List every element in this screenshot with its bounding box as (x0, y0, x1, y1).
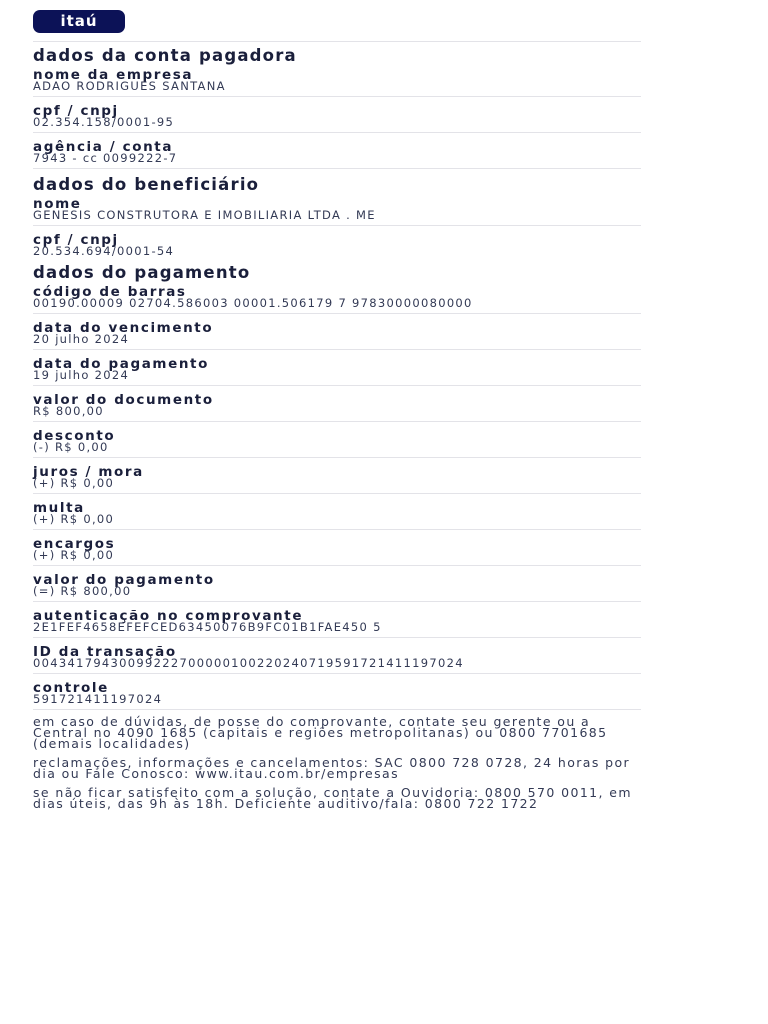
field-label: cpf / cnpj (33, 232, 119, 248)
field-payer-doc (33, 103, 641, 133)
field-value: 20 julho 2024 (33, 332, 130, 346)
field-label: multa (33, 500, 85, 516)
field-value: (+) R$ 0,00 (33, 548, 115, 562)
field-value: 2E1FEF4658EFEFCED63450076B9FC01B1FAE450 5 (33, 620, 382, 634)
receipt (33, 10, 641, 817)
field-label: encargos (33, 536, 116, 552)
field-account (33, 139, 641, 169)
field-label: agência / conta (33, 139, 174, 155)
field-label: data do vencimento (33, 320, 214, 336)
field-due-date (33, 320, 641, 350)
field-value: 19 julho 2024 (33, 368, 130, 382)
field-label: valor do pagamento (33, 572, 215, 588)
field-label: código de barras (33, 284, 187, 300)
note-ombudsman: se não ficar satisfeito com a solução, contate a Ouvidoria: 0800 570 0011, em dias úteis, das 9h às 18h. Deficiente auditivo/fala: 0800 722 1722 (33, 785, 632, 811)
field-value: R$ 800,00 (33, 404, 104, 418)
field-value: (-) R$ 0,00 (33, 440, 109, 454)
field-value: (+) R$ 0,00 (33, 512, 115, 526)
section-title-payer: dados da conta pagadora (33, 46, 297, 65)
itau-logo: itaú (33, 10, 125, 33)
field-authentication (33, 608, 641, 638)
field-value: 20.534.694/0001-54 (33, 244, 175, 258)
field-fine (33, 500, 641, 530)
field-beneficiary-name (33, 196, 641, 226)
field-value: 591721411197024 (33, 692, 163, 706)
field-value: 02.354.158/0001-95 (33, 115, 175, 129)
field-discount (33, 428, 641, 458)
footer-notes (33, 716, 641, 809)
field-charges (33, 536, 641, 566)
field-value: (=) R$ 800,00 (33, 584, 132, 598)
divider (33, 33, 641, 42)
field-value: 00190.00009 02704.586003 00001.506179 7 97830000080000 (33, 296, 473, 310)
field-barcode (33, 284, 641, 314)
field-payment-total (33, 572, 641, 602)
field-value: GENESIS CONSTRUTORA E IMOBILIARIA LTDA . ME (33, 208, 376, 222)
field-label: ID da transação (33, 644, 177, 660)
field-value: ADAO RODRIGUES SANTANA (33, 79, 226, 93)
field-document-value (33, 392, 641, 422)
field-label: desconto (33, 428, 116, 444)
field-label: nome (33, 196, 82, 212)
field-label: valor do documento (33, 392, 214, 408)
field-label: juros / mora (33, 464, 144, 480)
field-label: cpf / cnpj (33, 103, 119, 119)
field-value: 7943 - cc 0099222-7 (33, 151, 178, 165)
field-company (33, 67, 641, 97)
field-label: controle (33, 680, 109, 696)
field-value: 00434179430099222700000100220240719591721411197024 (33, 656, 464, 670)
field-label: autenticação no comprovante (33, 608, 304, 624)
field-value: (+) R$ 0,00 (33, 476, 115, 490)
note-support: em caso de dúvidas, de posse do comprovante, contate seu gerente ou a Central no 4090 1685 (capitais e regiões metropolitanas) ou 0800 7701685 (demais localidades) (33, 714, 608, 751)
section-title-beneficiary: dados do beneficiário (33, 175, 260, 194)
field-control (33, 680, 641, 710)
section-title-payment: dados do pagamento (33, 263, 251, 282)
field-payment-date (33, 356, 641, 386)
field-label: data do pagamento (33, 356, 209, 372)
field-interest (33, 464, 641, 494)
note-sac: reclamações, informações e cancelamentos: SAC 0800 728 0728, 24 horas por dia ou Fale Conosco: www.itau.com.br/empresas (33, 755, 631, 781)
field-transaction-id (33, 644, 641, 674)
field-label: nome da empresa (33, 67, 194, 83)
field-beneficiary-doc (33, 232, 641, 261)
